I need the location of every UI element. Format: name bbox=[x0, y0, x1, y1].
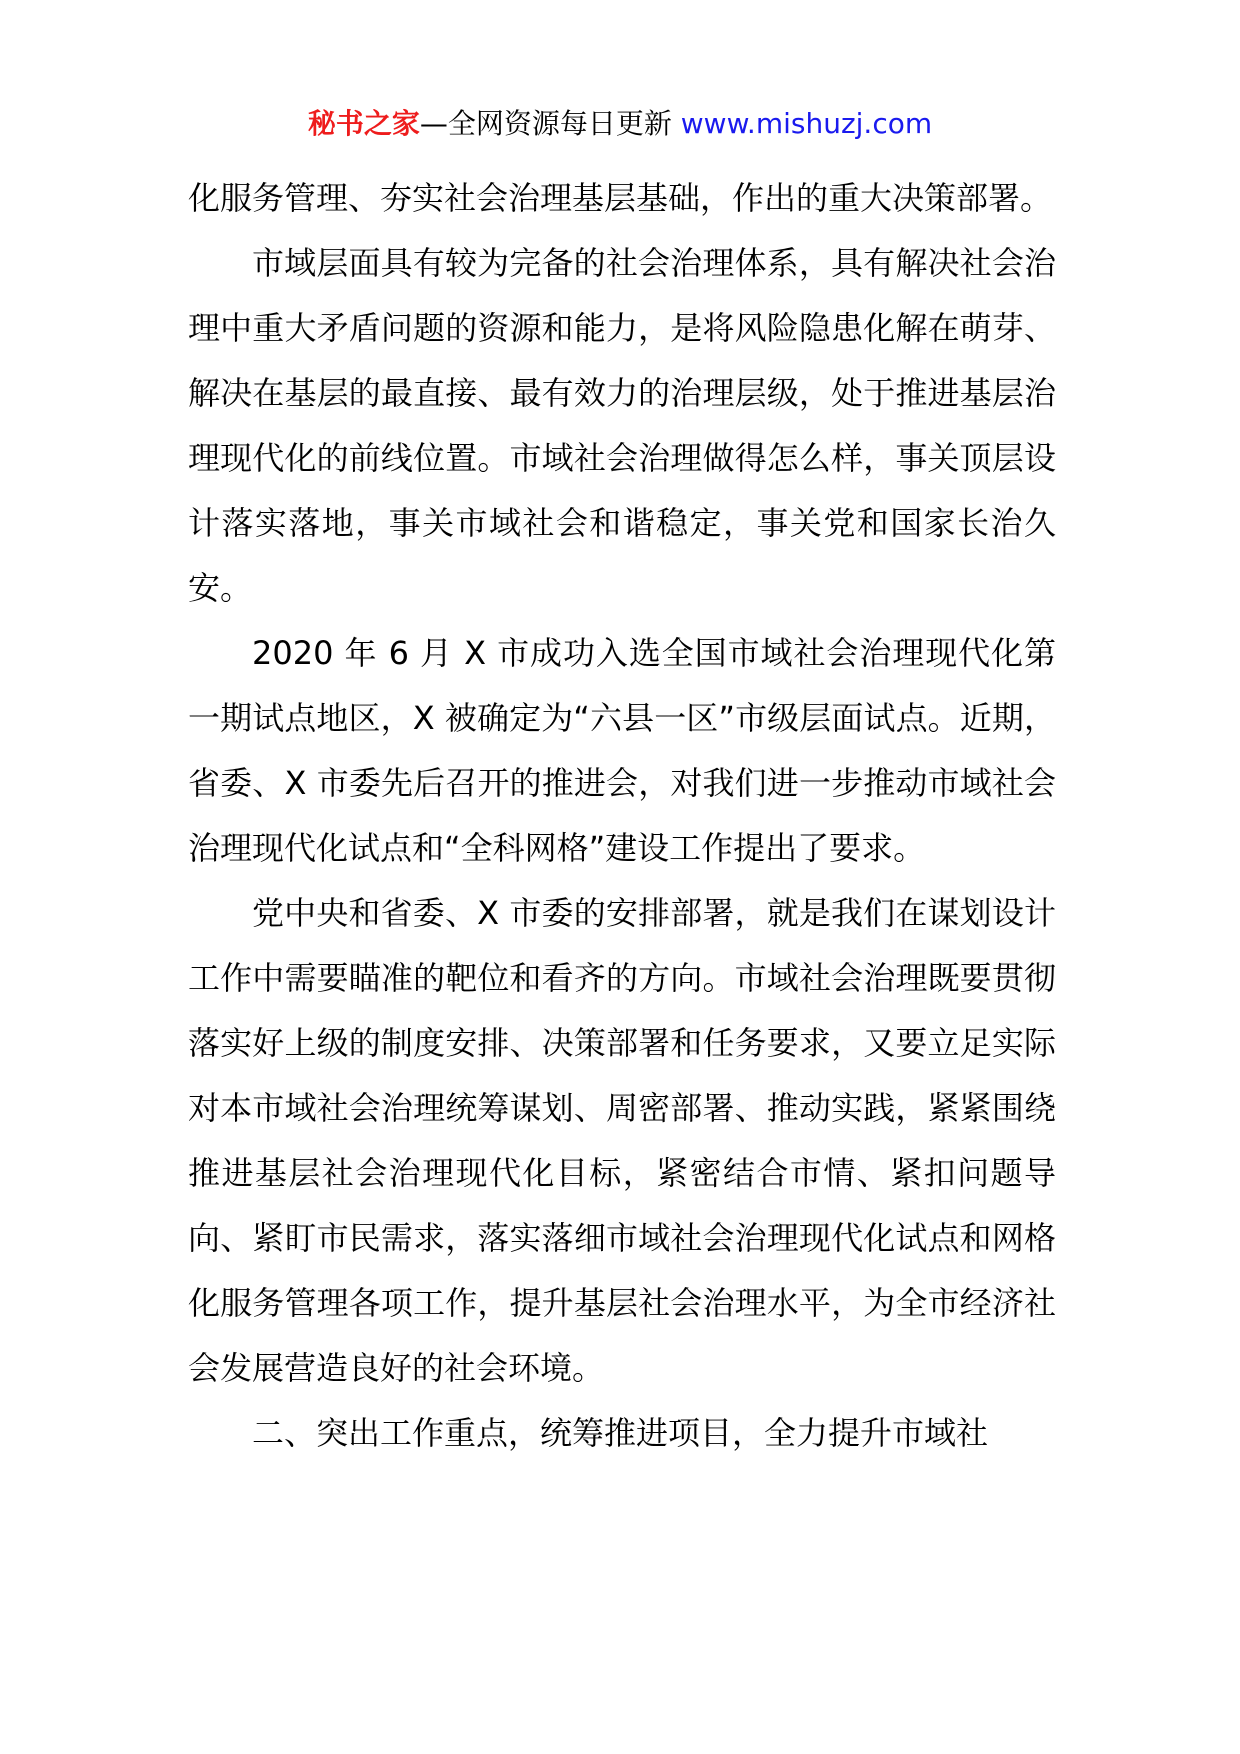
header-brand: 秘书之家 bbox=[307, 107, 420, 140]
paragraph: 2020 年 6 月 X 市成功入选全国市域社会治理现代化第一期试点地区，X 被确定为“六县一区”市级层面试点。近期，省委、X 市委先后召开的推进会，对我们进一步推动市域社会治理现代化试点和“全科网格”建设工作提出了要求。 bbox=[188, 634, 1056, 867]
paragraph-continuation: 化服务管理、夯实社会治理基层基础，作出的重大决策部署。 bbox=[188, 179, 1053, 217]
header-tagline: —全网资源每日更新 bbox=[419, 107, 681, 140]
header-url-link[interactable]: www.mishuzj.com bbox=[680, 107, 933, 140]
document-body bbox=[188, 166, 1056, 1466]
paragraph: 党中央和省委、X 市委的安排部署，就是我们在谋划设计工作中需要瞄准的靶位和看齐的方向。市域社会治理既要贯彻落实好上级的制度安排、决策部署和任务要求，又要立足实际对本市域社会治理统筹谋划、周密部署、推动实践，紧紧围绕推进基层社会治理现代化目标，紧密结合市情、紧扣问题导向、紧盯市民需求，落实落细市域社会治理现代化试点和网格化服务管理各项工作，提升基层社会治理水平，为全市经济社会发展营造良好的社会环境。 bbox=[188, 894, 1056, 1387]
section-heading: 二、突出工作重点，统筹推进项目，全力提升市域社 bbox=[252, 1414, 989, 1452]
page-header bbox=[0, 104, 1240, 144]
paragraph: 市域层面具有较为完备的社会治理体系，具有解决社会治理中重大矛盾问题的资源和能力，是将风险隐患化解在萌芽、解决在基层的最直接、最有效力的治理层级，处于推进基层治理现代化的前线位置。市域社会治理做得怎么样，事关顶层设计落实落地，事关市域社会和谐稳定，事关党和国家长治久安。 bbox=[188, 244, 1056, 607]
